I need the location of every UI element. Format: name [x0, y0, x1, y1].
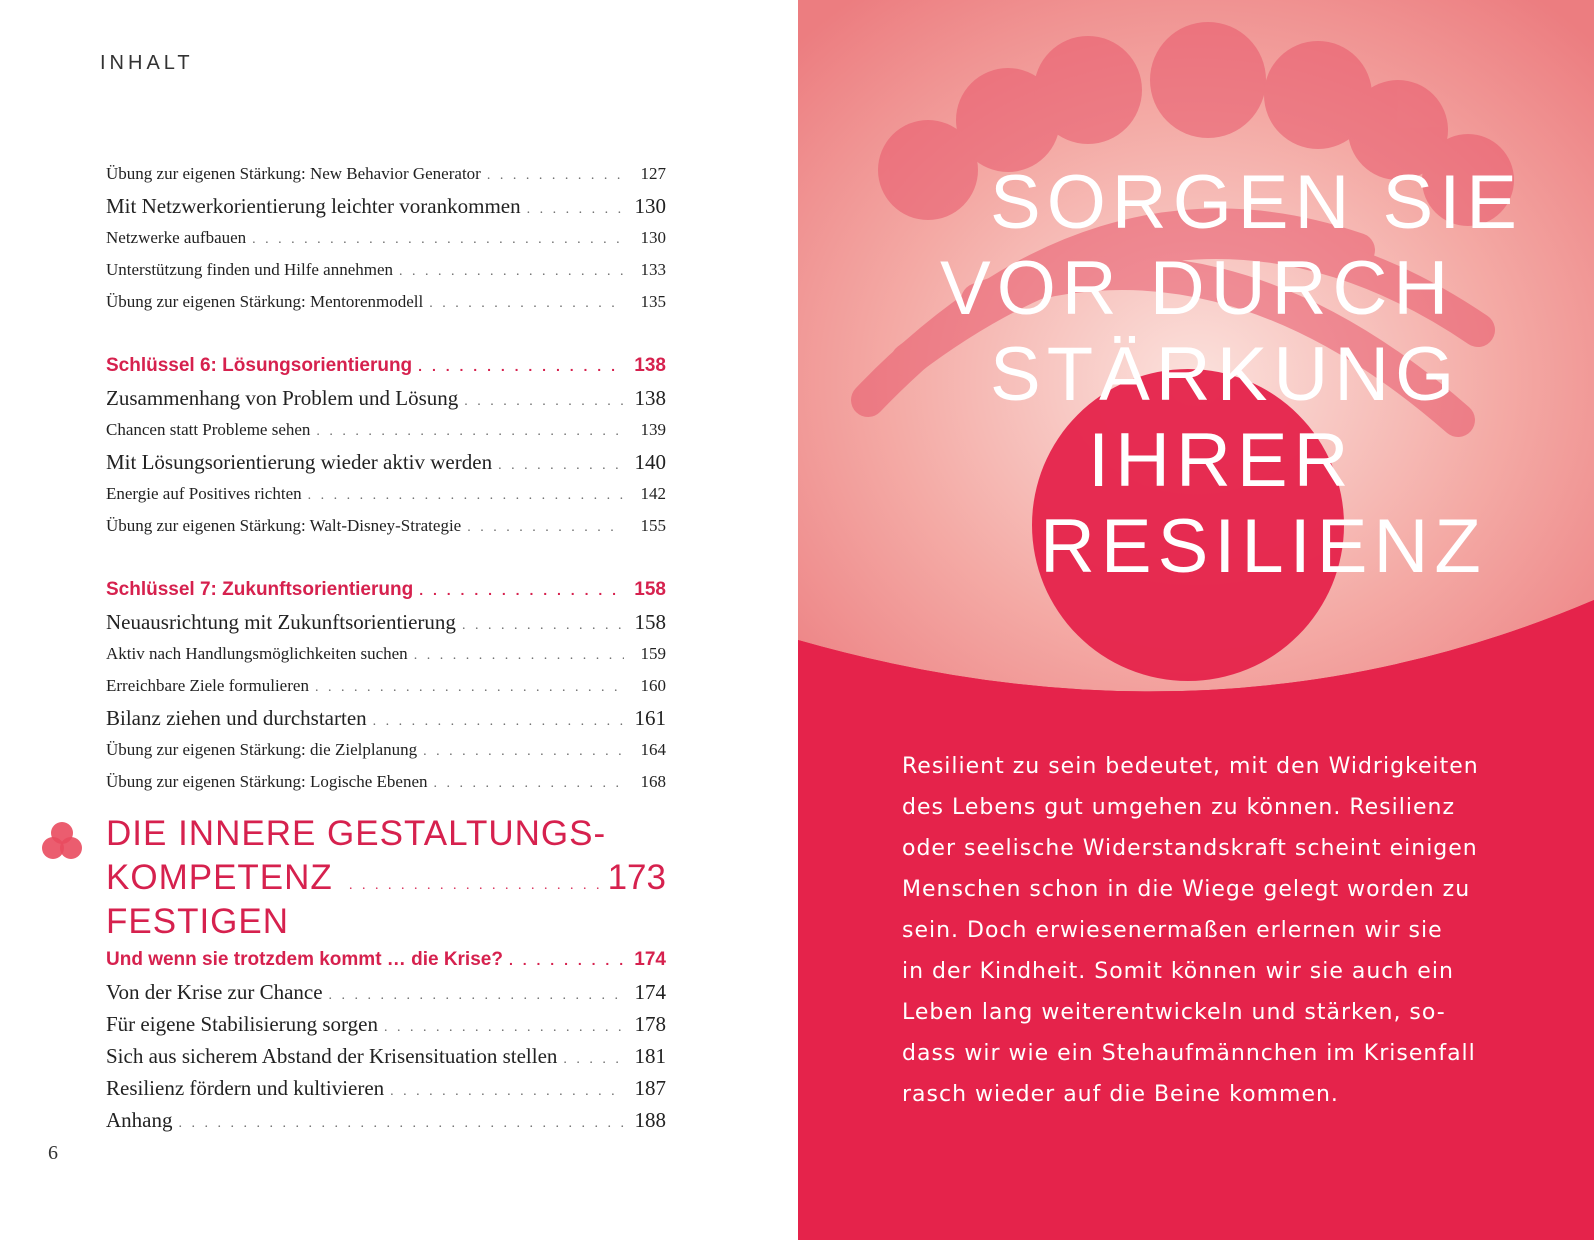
leader-dots	[464, 386, 624, 418]
toc-entry	[106, 1104, 666, 1136]
toc-entry-page: 130	[634, 194, 666, 218]
body-line: oder seelische Widerstandskraft scheint einigen	[902, 836, 1478, 861]
three-circles-icon	[40, 820, 84, 864]
toc-entry-page: 155	[640, 516, 666, 535]
leader-dots	[414, 640, 624, 672]
toc-entry-page: 142	[640, 484, 666, 503]
toc-entry	[106, 1040, 666, 1072]
toc-entry-label: Resilienz fördern und kultivieren	[106, 1076, 385, 1100]
toc-entry	[106, 414, 666, 446]
toc-entry-label: Netzwerke aufbauen	[106, 228, 247, 247]
toc-entry	[106, 382, 666, 414]
leader-dots	[487, 160, 624, 192]
toc-entry-page: 164	[640, 740, 666, 759]
toc-entry-label: Übung zur eigenen Stärkung: New Behavior Generator	[106, 164, 481, 183]
toc-entry-page: 138	[634, 355, 666, 376]
headline	[798, 160, 1594, 590]
toc-entry-page: 188	[634, 1108, 666, 1132]
headline-line: RESILIENZ	[1040, 504, 1487, 589]
headline-line: STÄRKUNG	[990, 332, 1461, 417]
toc-entry	[106, 254, 666, 286]
leader-dots	[527, 194, 624, 226]
body-line: dass wir wie ein Stehaufmännchen im Krisenfall	[902, 1041, 1476, 1066]
leader-dots	[179, 1108, 625, 1140]
toc-entry-label: Übung zur eigenen Stärkung: Logische Ebenen	[106, 772, 428, 791]
toc-entry	[106, 510, 666, 542]
table-of-contents	[106, 158, 666, 1136]
toc-entry-page: 133	[640, 260, 666, 279]
toc-entry	[106, 976, 666, 1008]
toc-entry	[106, 606, 666, 638]
toc-entry-page: 130	[640, 228, 666, 247]
toc-entry-page: 127	[640, 164, 666, 183]
leader-dots	[563, 1044, 624, 1076]
headline-line: VOR DURCH	[940, 246, 1455, 331]
toc-entry-label: Chancen statt Probleme sehen	[106, 420, 311, 439]
leader-dots	[399, 256, 624, 288]
toc-entry-page: 139	[640, 420, 666, 439]
toc-entry-label: Energie auf Positives richten	[106, 484, 302, 503]
toc-entry-label: Übung zur eigenen Stärkung: die Zielplanung	[106, 740, 418, 759]
toc-entry-page: 178	[634, 1012, 666, 1036]
toc-entry	[106, 944, 666, 976]
leader-dots	[423, 736, 624, 768]
toc-entry-label: Neuausrichtung mit Zukunftsorientierung	[106, 610, 456, 634]
toc-entry	[106, 734, 666, 766]
headline-line: IHRER	[1088, 418, 1355, 503]
toc-entry-label: Und wenn sie trotzdem kommt … die Krise?	[106, 949, 503, 970]
toc-entry	[106, 478, 666, 510]
toc-entry	[106, 286, 666, 318]
toc-entry-page: 135	[640, 292, 666, 311]
body-line: Menschen schon in die Wiege gelegt worden zu	[902, 877, 1471, 902]
toc-entry-page: 158	[634, 579, 666, 600]
body-line: Leben lang weiterentwickeln und stärken, so-	[902, 1000, 1446, 1025]
toc-entry-page: 174	[634, 949, 666, 970]
body-line: in der Kindheit. Somit können wir sie auch ein	[902, 959, 1454, 984]
leader-dots	[252, 224, 624, 256]
chapter-page-number: 173	[607, 858, 666, 897]
toc-entry	[106, 190, 666, 222]
leader-dots	[315, 672, 624, 704]
page-number: 6	[48, 1142, 58, 1164]
toc-entry	[106, 222, 666, 254]
toc-entry-page: 174	[634, 980, 666, 1004]
toc-entry-page: 140	[634, 450, 666, 474]
toc-entry	[106, 446, 666, 478]
chapter-toc-list	[106, 944, 666, 1136]
chapter-heading	[106, 812, 666, 944]
toc-entry-label: Für eigene Stabilisierung sorgen	[106, 1012, 378, 1036]
toc-list	[106, 158, 666, 798]
toc-entry-label: Von der Krise zur Chance	[106, 980, 323, 1004]
right-page	[798, 0, 1594, 1240]
leader-dots	[316, 416, 624, 448]
leader-dots	[418, 350, 624, 382]
leader-dots	[509, 944, 624, 976]
toc-entry	[106, 766, 666, 798]
toc-entry	[106, 350, 666, 382]
leader-dots	[467, 512, 624, 544]
toc-entry-label: Aktiv nach Handlungsmöglichkeiten suchen	[106, 644, 408, 663]
body-line: rasch wieder auf die Beine kommen.	[902, 1082, 1339, 1107]
leader-dots	[462, 610, 624, 642]
toc-spacer	[106, 318, 666, 350]
leader-dots	[434, 768, 625, 800]
leader-dots	[349, 878, 600, 894]
toc-entry	[106, 1008, 666, 1040]
toc-entry-page: 181	[634, 1044, 666, 1068]
body-line: sein. Doch erwiesenermaßen erlernen wir sie	[902, 918, 1443, 943]
toc-entry	[106, 638, 666, 670]
toc-entry	[106, 670, 666, 702]
chapter-title-line1: DIE INNERE GESTALTUNGS-	[106, 814, 607, 853]
toc-entry	[106, 158, 666, 190]
toc-entry-label: Unterstützung finden und Hilfe annehmen	[106, 260, 394, 279]
toc-entry-page: 160	[640, 676, 666, 695]
toc-entry-page: 187	[634, 1076, 666, 1100]
toc-entry-label: Mit Netzwerkorientierung leichter vorankommen	[106, 194, 521, 218]
toc-entry-label: Mit Lösungsorientierung wieder aktiv werden	[106, 450, 493, 474]
toc-entry-page: 168	[640, 772, 666, 791]
body-line: Resilient zu sein bedeutet, mit den Widrigkeiten	[902, 754, 1479, 779]
toc-entry-label: Zusammenhang von Problem und Lösung	[106, 386, 459, 410]
toc-entry-label: Übung zur eigenen Stärkung: Walt-Disney-Strategie	[106, 516, 462, 535]
toc-entry-page: 138	[634, 386, 666, 410]
toc-entry	[106, 1072, 666, 1104]
toc-entry-page: 158	[634, 610, 666, 634]
toc-entry-label: Übung zur eigenen Stärkung: Mentorenmodell	[106, 292, 424, 311]
toc-entry-page: 159	[640, 644, 666, 663]
leader-dots	[498, 450, 624, 482]
toc-entry-label: Erreichbare Ziele formulieren	[106, 676, 309, 695]
leader-dots	[390, 1076, 624, 1108]
toc-entry-label: Schlüssel 6: Lösungsorientierung	[106, 355, 413, 376]
running-header: INHALT	[100, 52, 194, 74]
toc-entry-page: 161	[634, 706, 666, 730]
toc-entry-label: Sich aus sicherem Abstand der Krisensituation stellen	[106, 1044, 558, 1068]
toc-entry-label: Bilanz ziehen und durchstarten	[106, 706, 367, 730]
chapter-title-line2: KOMPETENZ FESTIGEN	[106, 858, 333, 941]
leader-dots	[429, 288, 624, 320]
body-line: des Lebens gut umgehen zu können. Resilienz	[902, 795, 1455, 820]
toc-entry-label: Anhang	[106, 1108, 173, 1132]
toc-spacer	[106, 542, 666, 574]
leader-dots	[419, 574, 624, 606]
body-text	[902, 746, 1502, 1115]
toc-entry-label: Schlüssel 7: Zukunftsorientierung	[106, 579, 414, 600]
chapter-title-row	[106, 856, 666, 944]
toc-entry	[106, 702, 666, 734]
leader-dots	[308, 480, 624, 512]
headline-line: SORGEN SIE	[990, 160, 1523, 245]
toc-entry	[106, 574, 666, 606]
